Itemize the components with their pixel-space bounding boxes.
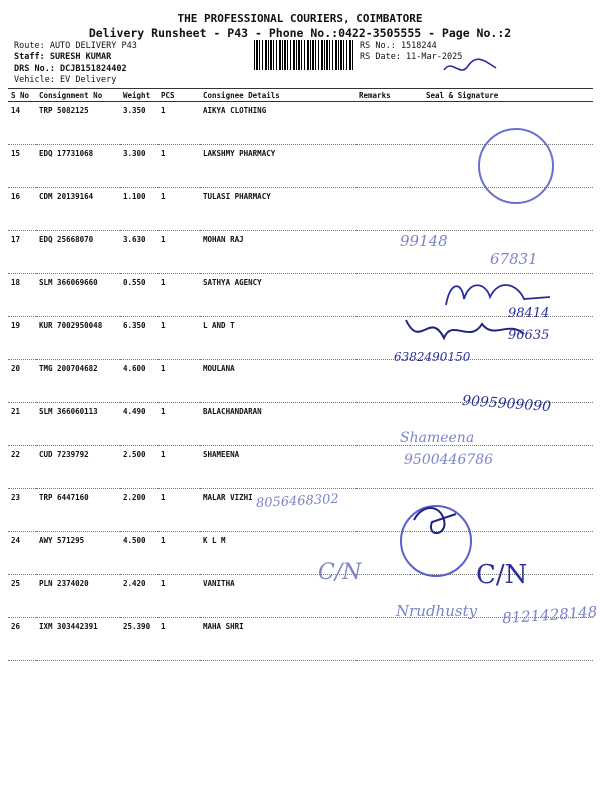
cell-consignee: MAHA SHRI [200,618,356,661]
cell-pcs: 1 [158,446,200,489]
staff-label: Staff: SURESH KUMAR [14,52,112,62]
cell-remarks [356,618,410,661]
cell-weight: 2.200 [120,489,158,532]
cell-sno: 25 [8,575,36,618]
cell-consignee: L AND T [200,317,356,360]
cell-sno: 19 [8,317,36,360]
company-seal-stamp [478,128,554,204]
cell-sno: 15 [8,145,36,188]
cell-weight: 4.500 [120,532,158,575]
cell-consignee: SHAMEENA [200,446,356,489]
col-header-consignment: Consignment No [36,89,120,102]
col-header-weight: Weight [120,89,158,102]
cell-sno: 14 [8,102,36,145]
cell-remarks [356,360,410,403]
cell-sno: 26 [8,618,36,661]
cell-sno: 20 [8,360,36,403]
runsheet-subtitle: Delivery Runsheet - P43 - Phone No.:0422-3505555 - Page No.:2 [88,26,512,40]
cell-consignment: CUD 7239792 [36,446,120,489]
cell-consignee: LAKSHMY PHARMACY [200,145,356,188]
col-header-pcs: PCS [158,89,200,102]
cell-sno: 16 [8,188,36,231]
col-header-seal: Seal & Signature [410,89,593,102]
cell-pcs: 1 [158,102,200,145]
cell-sno: 23 [8,489,36,532]
cell-weight: 4.490 [120,403,158,446]
cell-pcs: 1 [158,274,200,317]
cell-consignment: SLM 366069660 [36,274,120,317]
cell-consignee: MOHAN RAJ [200,231,356,274]
signature-scribble [410,500,460,540]
handwritten-number: 96635 [508,328,550,343]
cell-pcs: 1 [158,403,200,446]
cell-weight: 3.350 [120,102,158,145]
cell-consignment: EDQ 25668070 [36,231,120,274]
cell-consignment: KUR 7002950048 [36,317,120,360]
col-header-sno: S No [8,89,36,102]
col-header-consignee: Consignee Details [200,89,356,102]
cell-weight: 25.390 [120,618,158,661]
cell-weight: 2.500 [120,446,158,489]
handwritten-number: 67831 [490,250,538,268]
handwritten-name: Shameena [400,430,475,446]
handwritten-phone: 8121428148 [501,602,598,628]
cell-consignee: AIKYA CLOTHING [200,102,356,145]
cell-consignment: SLM 366060113 [36,403,120,446]
handwritten-cn-mark: C/N [318,560,362,585]
cell-sno: 18 [8,274,36,317]
rs-no-label: RS No.: 1518244 [360,41,437,51]
drs-label: DRS No.: DCJB151824402 [14,64,127,74]
cell-pcs: 1 [158,360,200,403]
cell-pcs: 1 [158,618,200,661]
handwritten-phone: 9095909090 [461,392,552,416]
cell-weight: 4.600 [120,360,158,403]
cell-weight: 0.550 [120,274,158,317]
route-label: Route: AUTO DELIVERY P43 [14,41,137,51]
cell-consignment: IXM 303442391 [36,618,120,661]
cell-pcs: 1 [158,489,200,532]
cell-seal [410,618,593,661]
cell-pcs: 1 [158,231,200,274]
handwritten-name: Nrudhusty [396,602,478,620]
cell-pcs: 1 [158,317,200,360]
cell-remarks [356,102,410,145]
cell-sno: 21 [8,403,36,446]
table-header-row [8,89,593,102]
cell-pcs: 1 [158,145,200,188]
cell-consignee: K L M [200,532,356,575]
handwritten-number: 98414 [508,306,550,321]
cell-remarks [356,145,410,188]
cell-sno: 24 [8,532,36,575]
handwritten-phone: 6382490150 [394,350,471,364]
col-header-remarks: Remarks [356,89,410,102]
cell-weight: 3.630 [120,231,158,274]
vehicle-label: Vehicle: EV Delivery [14,75,117,85]
cell-consignment: CDM 20139164 [36,188,120,231]
cell-sno: 22 [8,446,36,489]
cell-pcs: 1 [158,532,200,575]
company-title: THE PROFESSIONAL COURIERS, COIMBATORE [177,12,423,25]
cell-weight: 2.420 [120,575,158,618]
table-row [8,446,593,489]
cell-consignee: MALAR VIZHI [200,489,356,532]
cell-consignee: BALACHANDARAN [200,403,356,446]
cell-consignment: PLN 2374020 [36,575,120,618]
cell-consignee: SATHYA AGENCY [200,274,356,317]
cell-remarks [356,188,410,231]
signature-scribble [440,56,500,78]
cell-consignment: EDQ 17731068 [36,145,120,188]
cell-sno: 17 [8,231,36,274]
handwritten-phone: 8056468302 [255,491,340,512]
cell-consignment: AWY 571295 [36,532,120,575]
cell-remarks [356,446,410,489]
cell-consignment: TRP 5082125 [36,102,120,145]
cell-weight: 6.350 [120,317,158,360]
cell-consignee: MOULANA [200,360,356,403]
cell-pcs: 1 [158,575,200,618]
cell-consignee: TULASI PHARMACY [200,188,356,231]
handwritten-cn-mark: C/N [476,560,528,590]
cell-remarks [356,489,410,532]
rs-date-label: RS Date: 11-Mar-2025 [360,52,463,62]
handwritten-phone: 9500446786 [404,452,494,468]
cell-pcs: 1 [158,188,200,231]
handwritten-number: 99148 [400,232,448,250]
cell-consignment: TRP 6447160 [36,489,120,532]
cell-consignment: TMG 200704682 [36,360,120,403]
cell-weight: 1.100 [120,188,158,231]
cell-weight: 3.300 [120,145,158,188]
cell-consignee: VANITHA [200,575,356,618]
barcode [254,40,354,70]
